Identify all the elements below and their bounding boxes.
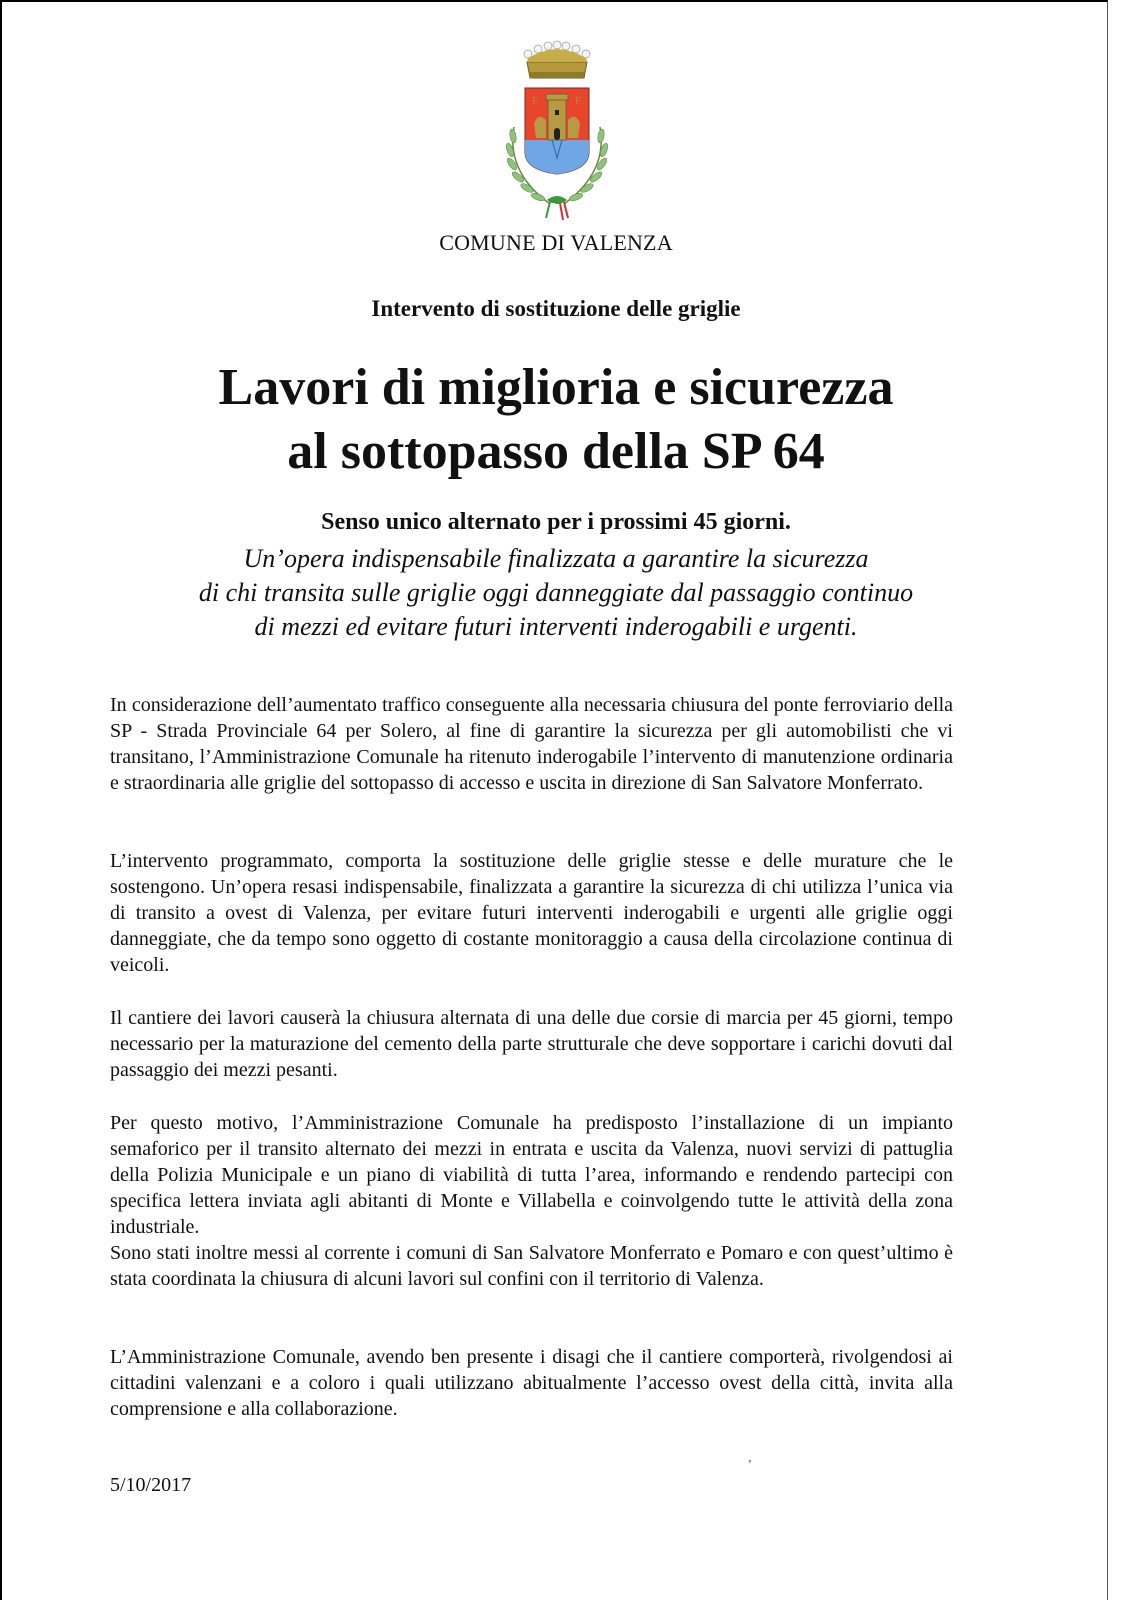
stray-pen-mark: ʼ bbox=[747, 1457, 751, 1471]
paragraph-text: L’intervento programmato, comporta la sostituzione delle griglie stesse e delle murature che le sostengono. Un’opera resasi indispensabile, finalizzata a garantire la sicurezza di chi utilizza l’unica via di transito a ovest di Valenza, per evitare futuri interventi inderogabili e urgenti alle griglie oggi danneggiate, che da tempo sono oggetto di costante monitoraggio a causa della circolazione continua di veicoli. bbox=[110, 850, 953, 976]
paragraph-text: Sono stati inoltre messi al corrente i comuni di San Salvatore Monferrato e Pomaro e con quest’ultimo è stata coordinata la chiusura di alcuni lavori sul confini con il territorio di Valenza. bbox=[110, 1242, 953, 1290]
body-paragraph-1 bbox=[110, 692, 953, 796]
paragraph-text: In considerazione dell’aumentato traffico conseguente alla necessaria chiusura del ponte ferroviario della SP - Strada Provinciale 64 per Solero, al fine di garantire la sicurezza per gli automobilisti che vi transitano, l’Amministrazione Comunale ha ritenuto inderogabile l’intervento di manutenzione ordinaria e straordinaria alle griglie del sottopasso di accesso e uscita in direzione di San Salvatore Monferrato. bbox=[110, 694, 953, 794]
kicker-heading: Intervento di sostituzione delle griglie bbox=[371, 296, 741, 321]
body-paragraph-3 bbox=[110, 1005, 953, 1083]
lede bbox=[2, 542, 1110, 644]
coat-of-arms-icon bbox=[492, 32, 622, 222]
subheading: Senso unico alternato per i prossimi 45 giorni. bbox=[321, 509, 791, 535]
svg-text:F: F bbox=[575, 95, 582, 107]
document-date: 5/10/2017 bbox=[110, 1474, 192, 1496]
lede-line-2: di chi transita sulle griglie oggi danneggiate dal passaggio continuo bbox=[198, 578, 914, 607]
headline bbox=[2, 356, 1110, 484]
svg-text:F: F bbox=[532, 95, 539, 107]
organization-name: COMUNE DI VALENZA bbox=[439, 230, 673, 255]
tricolor-ribbon-icon bbox=[546, 196, 568, 220]
lede-line-1: Un’opera indispensabile finalizzata a garantire la sicurezza bbox=[243, 544, 869, 573]
paragraph-text: Per questo motivo, l’Amministrazione Comunale ha predisposto l’installazione di un impianto semaforico per il transito alternato dei mezzi in entrata e uscita da Valenza, nuovi servizi di pattuglia della Polizia Municipale e un piano di viabilità di tutta l’area, informando e rendendo partecipi con specifica lettera inviata agli abitanti di Monte e Villabella e coinvolgendo tutte le attività della zona industriale. bbox=[110, 1112, 953, 1238]
headline-line-1: Lavori di miglioria e sicurezza bbox=[218, 359, 894, 416]
lede-line-3: di mezzi ed evitare futuri interventi inderogabili e urgenti. bbox=[254, 612, 858, 641]
crown-icon bbox=[524, 41, 590, 78]
body-paragraph-4 bbox=[110, 1110, 953, 1292]
paragraph-text: Il cantiere dei lavori causerà la chiusura alternata di una delle due corsie di marcia per 45 giorni, tempo necessario per la maturazione del cemento della parte strutturale che deve sopportare i carichi dovuti dal passaggio dei mezzi pesanti. bbox=[110, 1007, 953, 1081]
headline-line-2: al sottopasso della SP 64 bbox=[287, 423, 825, 480]
page-margin bbox=[1108, 0, 1131, 1600]
body-paragraph-5 bbox=[110, 1344, 953, 1422]
shield-icon bbox=[525, 88, 589, 174]
paragraph-text: L’Amministrazione Comunale, avendo ben presente i disagi che il cantiere comporterà, rivolgendosi ai cittadini valenzani e a coloro i quali utilizzano abitualmente l’accesso ovest della città, invita alla comprensione e alla collaborazione. bbox=[110, 1346, 953, 1420]
body-paragraph-2 bbox=[110, 848, 953, 978]
